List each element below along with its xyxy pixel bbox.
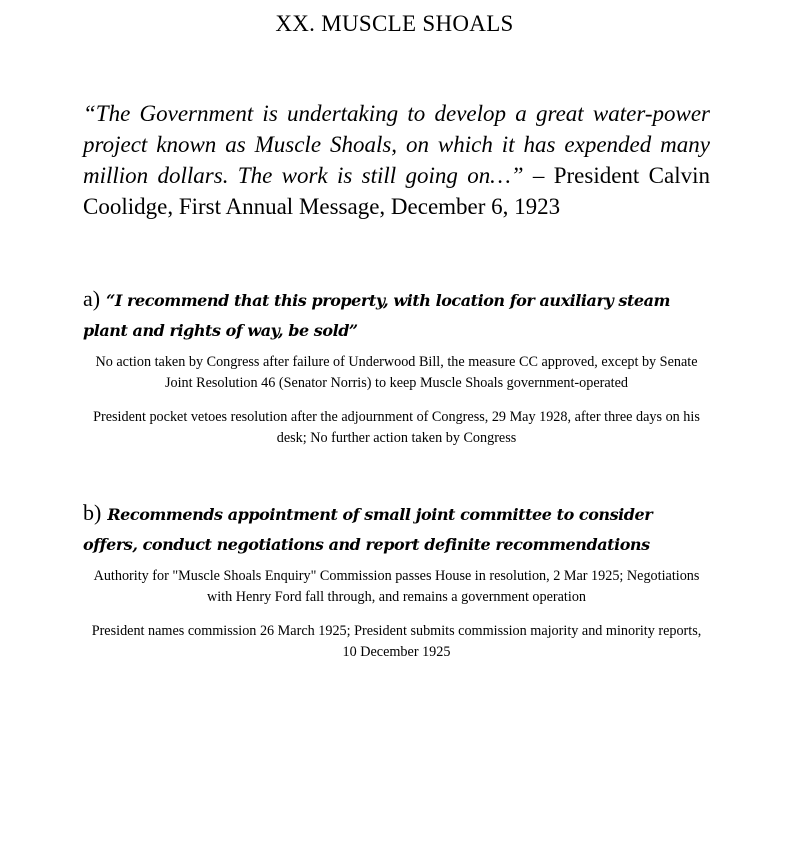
epigraph-quote: “The Government is undertaking to develop a great water-power project known as Muscle Shoals, on which it has expended many million dollars. The work is still going on…” — [83, 101, 710, 188]
section-b-label: b) — [83, 500, 102, 525]
section-b-heading — [83, 499, 710, 559]
epigraph — [83, 98, 710, 222]
epigraph-attribution: – President Calvin Coolidge, First Annual Message, December 6, 1923 — [83, 163, 710, 219]
section-a-note-1: No action taken by Congress after failure of Underwood Bill, the measure CC approved, except by Senate Joint Resolution 46 (Senator Norris) to keep Muscle Shoals government-operated — [95, 354, 698, 391]
section-b-recommendation: Recommends appointment of small joint committee to consider offers, conduct negotiations and report definite recommendations — [83, 505, 653, 554]
section-b-note-2: President names commission 26 March 1925; President submits commission majority and minority reports, 10 December 1925 — [91, 623, 702, 660]
section-a-recommendation: “I recommend that this property, with location for auxiliary steam plant and rights of way, be sold” — [83, 291, 671, 340]
section-b-note-1: Authority for "Muscle Shoals Enquiry" Commission passes House in resolution, 2 Mar 1925; Negotiations with Henry Ford fall through, and remains a government operation — [93, 568, 700, 605]
section-a-heading — [83, 285, 710, 345]
section-a-label: a) — [83, 286, 101, 311]
page-title: XX. MUSCLE SHOALS — [275, 11, 514, 36]
section-a-note-2: President pocket vetoes resolution after the adjournment of Congress, 29 May 1928, after three days on his desk; No further action taken by Congress — [93, 409, 700, 446]
